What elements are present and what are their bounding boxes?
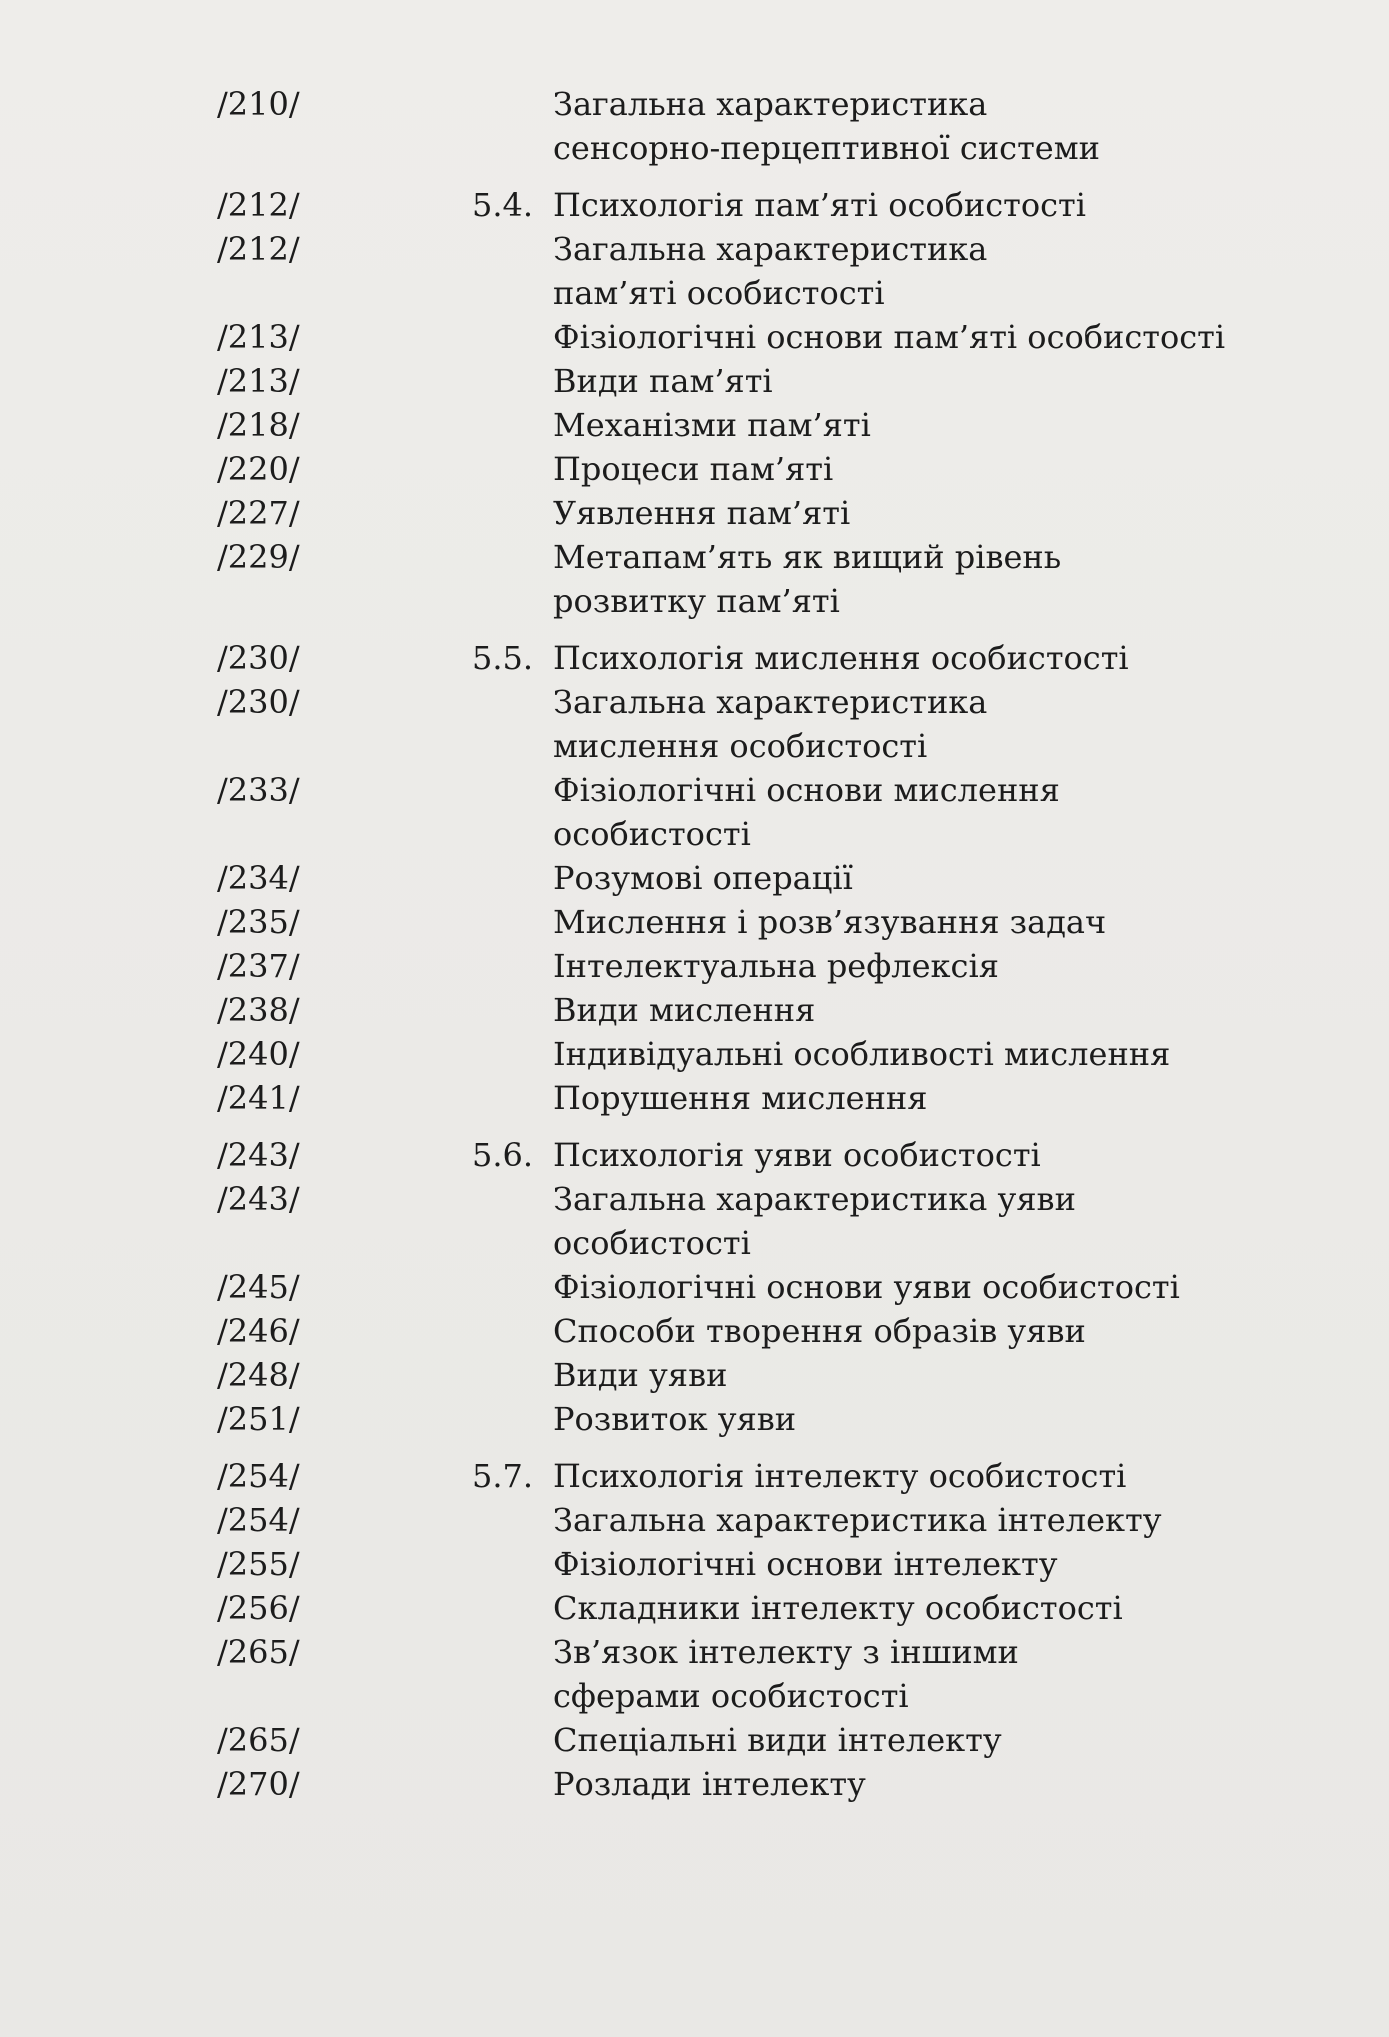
toc-title: Види пам’яті [553,362,773,400]
toc-title: Процеси пам’яті [553,450,834,488]
toc-title: Загальна характеристика інтелекту [553,1501,1162,1539]
toc-section-number: 5.6. [472,1136,534,1174]
toc-title: Фізіологічні основи уяви особистості [553,1268,1180,1306]
toc-entry [0,1032,1389,1076]
toc-title: Механізми пам’яті [553,406,871,444]
toc-page-number: /234/ [217,859,300,897]
toc-page-number: /270/ [217,1765,300,1803]
toc-title: Психологія пам’яті особистості [553,186,1086,224]
toc-title: Розумові операції [553,859,853,897]
toc-entry [0,680,1389,768]
toc-title: Загальна характеристика сенсорно-перцептивної системи [553,85,1100,167]
toc-entry [0,1076,1389,1120]
toc-entry [0,988,1389,1032]
toc-entry [0,491,1389,535]
toc-title: Фізіологічні основи інтелекту [553,1545,1058,1583]
toc-entry [0,1542,1389,1586]
toc-title: Зв’язок інтелекту з іншими сферами особистості [553,1633,1019,1715]
toc-page-number: /218/ [217,406,300,444]
toc-title: Загальна характеристика уяви особистості [553,1180,1076,1262]
toc-title: Розвиток уяви [553,1400,797,1438]
toc-title: Метапам’ять як вищий рівень розвитку пам’яті [553,538,1062,620]
toc-title: Види уяви [553,1356,728,1394]
toc-title: Види мислення [553,991,816,1029]
toc-entry [0,944,1389,988]
toc-section-number: 5.7. [472,1457,534,1495]
toc-entry [0,768,1389,856]
toc-page-number: /213/ [217,362,300,400]
toc-entry [0,1498,1389,1542]
toc-page-number: /254/ [217,1501,300,1539]
toc-entry [0,1309,1389,1353]
toc-page-number: /243/ [217,1136,300,1174]
toc-entry [0,1265,1389,1309]
toc-title: Інтелектуальна рефлексія [553,947,999,985]
toc-page-number: /237/ [217,947,300,985]
toc-section-heading [0,1454,1389,1498]
toc-entry [0,315,1389,359]
toc-page-number: /245/ [217,1268,300,1306]
toc-page-number: /233/ [217,771,300,809]
toc-entry [0,227,1389,315]
toc-page-number: /265/ [217,1633,300,1671]
toc-title: Загальна характеристика мислення особистості [553,683,988,765]
toc-section-number: 5.4. [472,186,534,224]
toc-entry [0,1353,1389,1397]
toc-section-heading [0,183,1389,227]
toc-section-number: 5.5. [472,639,534,677]
toc-entry [0,82,1389,170]
toc-page-number: /212/ [217,186,300,224]
toc-title: Спеціальні види інтелекту [553,1721,1002,1759]
toc-entry [0,359,1389,403]
toc-page-number: /251/ [217,1400,300,1438]
toc-title: Способи творення образів уяви [553,1312,1086,1350]
toc-entry [0,856,1389,900]
toc-page-number: /229/ [217,538,300,576]
toc-page-number: /265/ [217,1721,300,1759]
toc-title: Розлади інтелекту [553,1765,866,1803]
toc-title: Складники інтелекту особистості [553,1589,1123,1627]
toc-entry [0,1177,1389,1265]
toc-page-number: /227/ [217,494,300,532]
toc-entry [0,1762,1389,1806]
toc-page-number: /230/ [217,683,300,721]
toc-page-number: /220/ [217,450,300,488]
toc-page-number: /213/ [217,318,300,356]
toc-title: Уявлення пам’яті [553,494,851,532]
toc-entry [0,447,1389,491]
toc-entry [0,900,1389,944]
toc-entry [0,535,1389,623]
toc-entry [0,403,1389,447]
toc-page-number: /248/ [217,1356,300,1394]
toc-page-number: /212/ [217,230,300,268]
toc-page-number: /254/ [217,1457,300,1495]
toc-title: Фізіологічні основи пам’яті особистості [553,318,1226,356]
toc-section-heading [0,636,1389,680]
toc-title: Психологія мислення особистості [553,639,1129,677]
toc-page-number: /246/ [217,1312,300,1350]
toc-page-number: /256/ [217,1589,300,1627]
toc-title: Фізіологічні основи мислення особистості [553,771,1060,853]
toc-title: Мислення і розв’язування задач [553,903,1107,941]
toc-page-number: /243/ [217,1180,300,1218]
toc-title: Порушення мислення [553,1079,928,1117]
toc-title: Загальна характеристика пам’яті особистості [553,230,988,312]
toc-page-number: /210/ [217,85,300,123]
toc-title: Індивідуальні особливості мислення [553,1035,1171,1073]
toc-entry [0,1397,1389,1441]
toc-entry [0,1586,1389,1630]
toc-section-heading [0,1133,1389,1177]
toc-title: Психологія інтелекту особистості [553,1457,1127,1495]
toc-page-number: /238/ [217,991,300,1029]
toc-page-number: /240/ [217,1035,300,1073]
toc-entry [0,1718,1389,1762]
table-of-contents [0,82,1389,1806]
toc-page-number: /230/ [217,639,300,677]
toc-page-number: /255/ [217,1545,300,1583]
toc-entry [0,1630,1389,1718]
toc-page-number: /241/ [217,1079,300,1117]
toc-title: Психологія уяви особистості [553,1136,1041,1174]
toc-page-number: /235/ [217,903,300,941]
